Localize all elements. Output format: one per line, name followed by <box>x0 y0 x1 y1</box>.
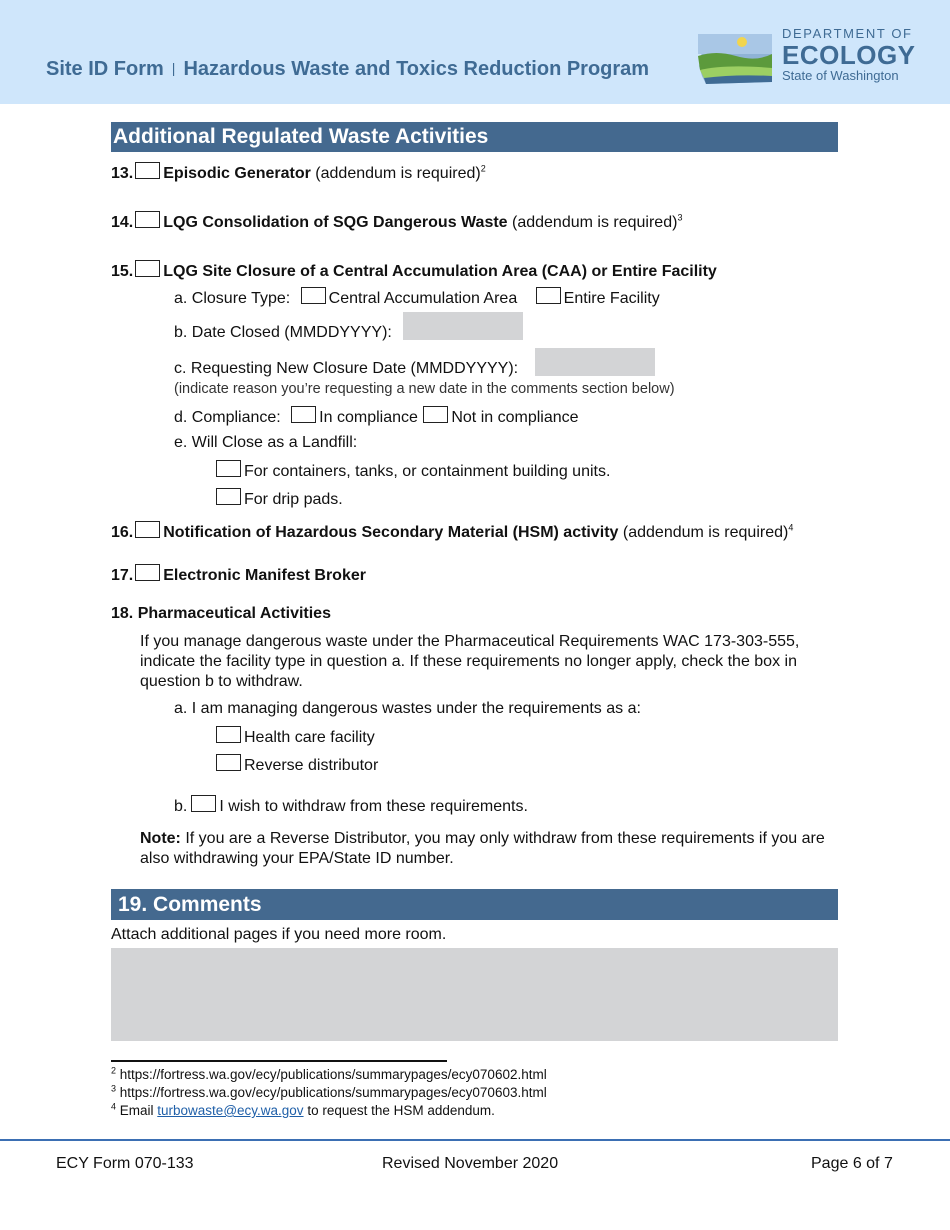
q18a-reverse-distributor-label: Reverse distributor <box>244 757 379 774</box>
q18-note-line-1: If you are a Reverse Distributor, you may only withdraw from these requirements if you are <box>180 830 825 847</box>
washington-state-icon <box>696 28 776 88</box>
footnote-4-mark: 4 <box>111 1101 117 1112</box>
logo-wordmark <box>782 26 916 84</box>
q15a-entire-facility-label: Entire Facility <box>563 290 660 307</box>
q16-note: (addendum is required) <box>618 524 789 541</box>
q18-label: Pharmaceutical Activities <box>137 605 331 622</box>
form-title-left: Site ID Form <box>46 58 164 80</box>
logo-dept: DEPARTMENT OF <box>782 26 913 41</box>
footer-form-id: ECY Form 070-133 <box>56 1155 194 1172</box>
q15a-label: a. Closure Type: <box>174 290 291 307</box>
q18a-reverse-distributor-checkbox[interactable] <box>216 754 241 771</box>
q15b-label: b. Date Closed (MMDDYYYY): <box>174 324 392 341</box>
q18b-withdraw-label: I wish to withdraw from these requirements. <box>219 798 528 815</box>
title-separator: | <box>171 60 176 76</box>
q15c-label: c. Requesting New Closure Date (MMDDYYYY): <box>174 360 519 377</box>
q18b-withdraw <box>174 795 528 817</box>
ecology-logo <box>696 26 916 90</box>
q14-footnote-ref: 3 <box>677 212 683 223</box>
footer-revised: Revised November 2020 <box>382 1155 559 1172</box>
question-14 <box>111 211 682 233</box>
q14-number: 14. <box>111 214 134 231</box>
question-16 <box>111 521 793 543</box>
q18-intro-line-1: If you manage dangerous waste under the Pharmaceutical Requirements WAC 173-303-555, <box>140 633 800 650</box>
q14-note: (addendum is required) <box>507 214 678 231</box>
footnote-2 <box>111 1066 547 1083</box>
q15d-label: d. Compliance: <box>174 409 281 426</box>
q18a-option-health-care <box>214 726 375 748</box>
q18-note-line-2: also withdrawing your EPA/State ID number. <box>140 850 454 867</box>
q13-footnote-ref: 2 <box>480 163 486 174</box>
footnote-4 <box>111 1102 495 1119</box>
footnote-divider <box>111 1060 447 1062</box>
q13-note: (addendum is required) <box>310 165 481 182</box>
q16-label: Notification of Hazardous Secondary Material (HSM) activity <box>163 524 619 541</box>
q15a-entire-facility-checkbox[interactable] <box>536 287 561 304</box>
q14-label: LQG Consolidation of SQG Dangerous Waste <box>163 214 508 231</box>
q16-footnote-ref: 4 <box>788 522 794 533</box>
section-heading-additional-activities: Additional Regulated Waste Activities <box>111 122 838 152</box>
form-title-right: Hazardous Waste and Toxics Reduction Program <box>183 58 650 80</box>
comments-hint: Attach additional pages if you need more room. <box>111 926 447 943</box>
q13-number: 13. <box>111 165 134 182</box>
q15d-compliance <box>174 406 579 428</box>
question-18 <box>111 604 331 624</box>
q15e-containers-checkbox[interactable] <box>216 460 241 477</box>
q18-note <box>140 829 880 869</box>
form-title <box>46 58 649 81</box>
question-15 <box>111 260 717 282</box>
footnote-3 <box>111 1084 547 1101</box>
footnote-4-post: to request the HSM addendum. <box>303 1103 495 1118</box>
page-header <box>0 0 950 104</box>
q14-checkbox[interactable] <box>135 211 160 228</box>
q17-checkbox[interactable] <box>135 564 160 581</box>
q15e-drip-pads-checkbox[interactable] <box>216 488 241 505</box>
question-17 <box>111 564 366 586</box>
footnote-3-text: https://fortress.wa.gov/ecy/publications/summarypages/ecy070603.html <box>116 1085 547 1100</box>
q15d-not-in-compliance-label: Not in compliance <box>451 409 579 426</box>
q18a-label: a. I am managing dangerous wastes under the requirements as a: <box>174 700 641 717</box>
q16-number: 16. <box>111 524 134 541</box>
q13-label: Episodic Generator <box>163 165 311 182</box>
q18a-option-reverse-distributor <box>214 754 378 776</box>
question-13 <box>111 162 486 184</box>
q18a-health-care-label: Health care facility <box>244 729 375 746</box>
new-closure-date-input[interactable] <box>535 348 655 376</box>
logo-state: State of Washington <box>782 68 899 83</box>
footnote-4-pre: Email <box>116 1103 158 1118</box>
q15e-option-drip-pads <box>214 488 343 510</box>
q15a-closure-type <box>174 287 660 309</box>
logo-name: ECOLOGY <box>782 40 916 70</box>
q17-number: 17. <box>111 567 134 584</box>
comments-textarea[interactable] <box>111 948 838 1041</box>
q15a-caa-label: Central Accumulation Area <box>328 290 518 307</box>
footnote-2-text: https://fortress.wa.gov/ecy/publications/summarypages/ecy070602.html <box>116 1067 547 1082</box>
q15e-option-containers <box>214 460 610 482</box>
email-link[interactable]: turbowaste@ecy.wa.gov <box>157 1103 304 1118</box>
q15d-in-compliance-checkbox[interactable] <box>291 406 316 423</box>
q15d-in-compliance-label: In compliance <box>319 409 418 426</box>
q18-intro-line-3: question b to withdraw. <box>140 673 303 690</box>
q15-label: LQG Site Closure of a Central Accumulation Area (CAA) or Entire Facility <box>163 263 717 280</box>
q18a-health-care-checkbox[interactable] <box>216 726 241 743</box>
q13-checkbox[interactable] <box>135 162 160 179</box>
date-closed-input[interactable] <box>403 312 523 340</box>
q18b-prefix: b. <box>174 798 188 815</box>
footer-page-number: Page 6 of 7 <box>811 1155 893 1172</box>
q15e-containers-label: For containers, tanks, or containment building units. <box>244 463 611 480</box>
q18-intro <box>140 632 860 692</box>
q15c-hint: (indicate reason you’re requesting a new date in the comments section below) <box>174 381 675 397</box>
q18-intro-line-2: indicate the facility type in question a. If these requirements no longer apply, check the box in <box>140 653 797 670</box>
q18-note-label: Note: <box>140 830 181 847</box>
q15-number: 15. <box>111 263 134 280</box>
q15-checkbox[interactable] <box>135 260 160 277</box>
footnote-3-mark: 3 <box>111 1083 117 1094</box>
q15e-label: e. Will Close as a Landfill: <box>174 434 358 451</box>
q16-checkbox[interactable] <box>135 521 160 538</box>
q18b-withdraw-checkbox[interactable] <box>191 795 216 812</box>
q15d-not-in-compliance-checkbox[interactable] <box>423 406 448 423</box>
section-heading-comments: 19. Comments <box>111 889 838 920</box>
q18-number: 18. <box>111 605 134 622</box>
q15e-drip-pads-label: For drip pads. <box>244 491 343 508</box>
q15a-caa-checkbox[interactable] <box>301 287 326 304</box>
footer-divider <box>0 1139 950 1141</box>
q17-label: Electronic Manifest Broker <box>163 567 366 584</box>
footnote-2-mark: 2 <box>111 1065 117 1076</box>
